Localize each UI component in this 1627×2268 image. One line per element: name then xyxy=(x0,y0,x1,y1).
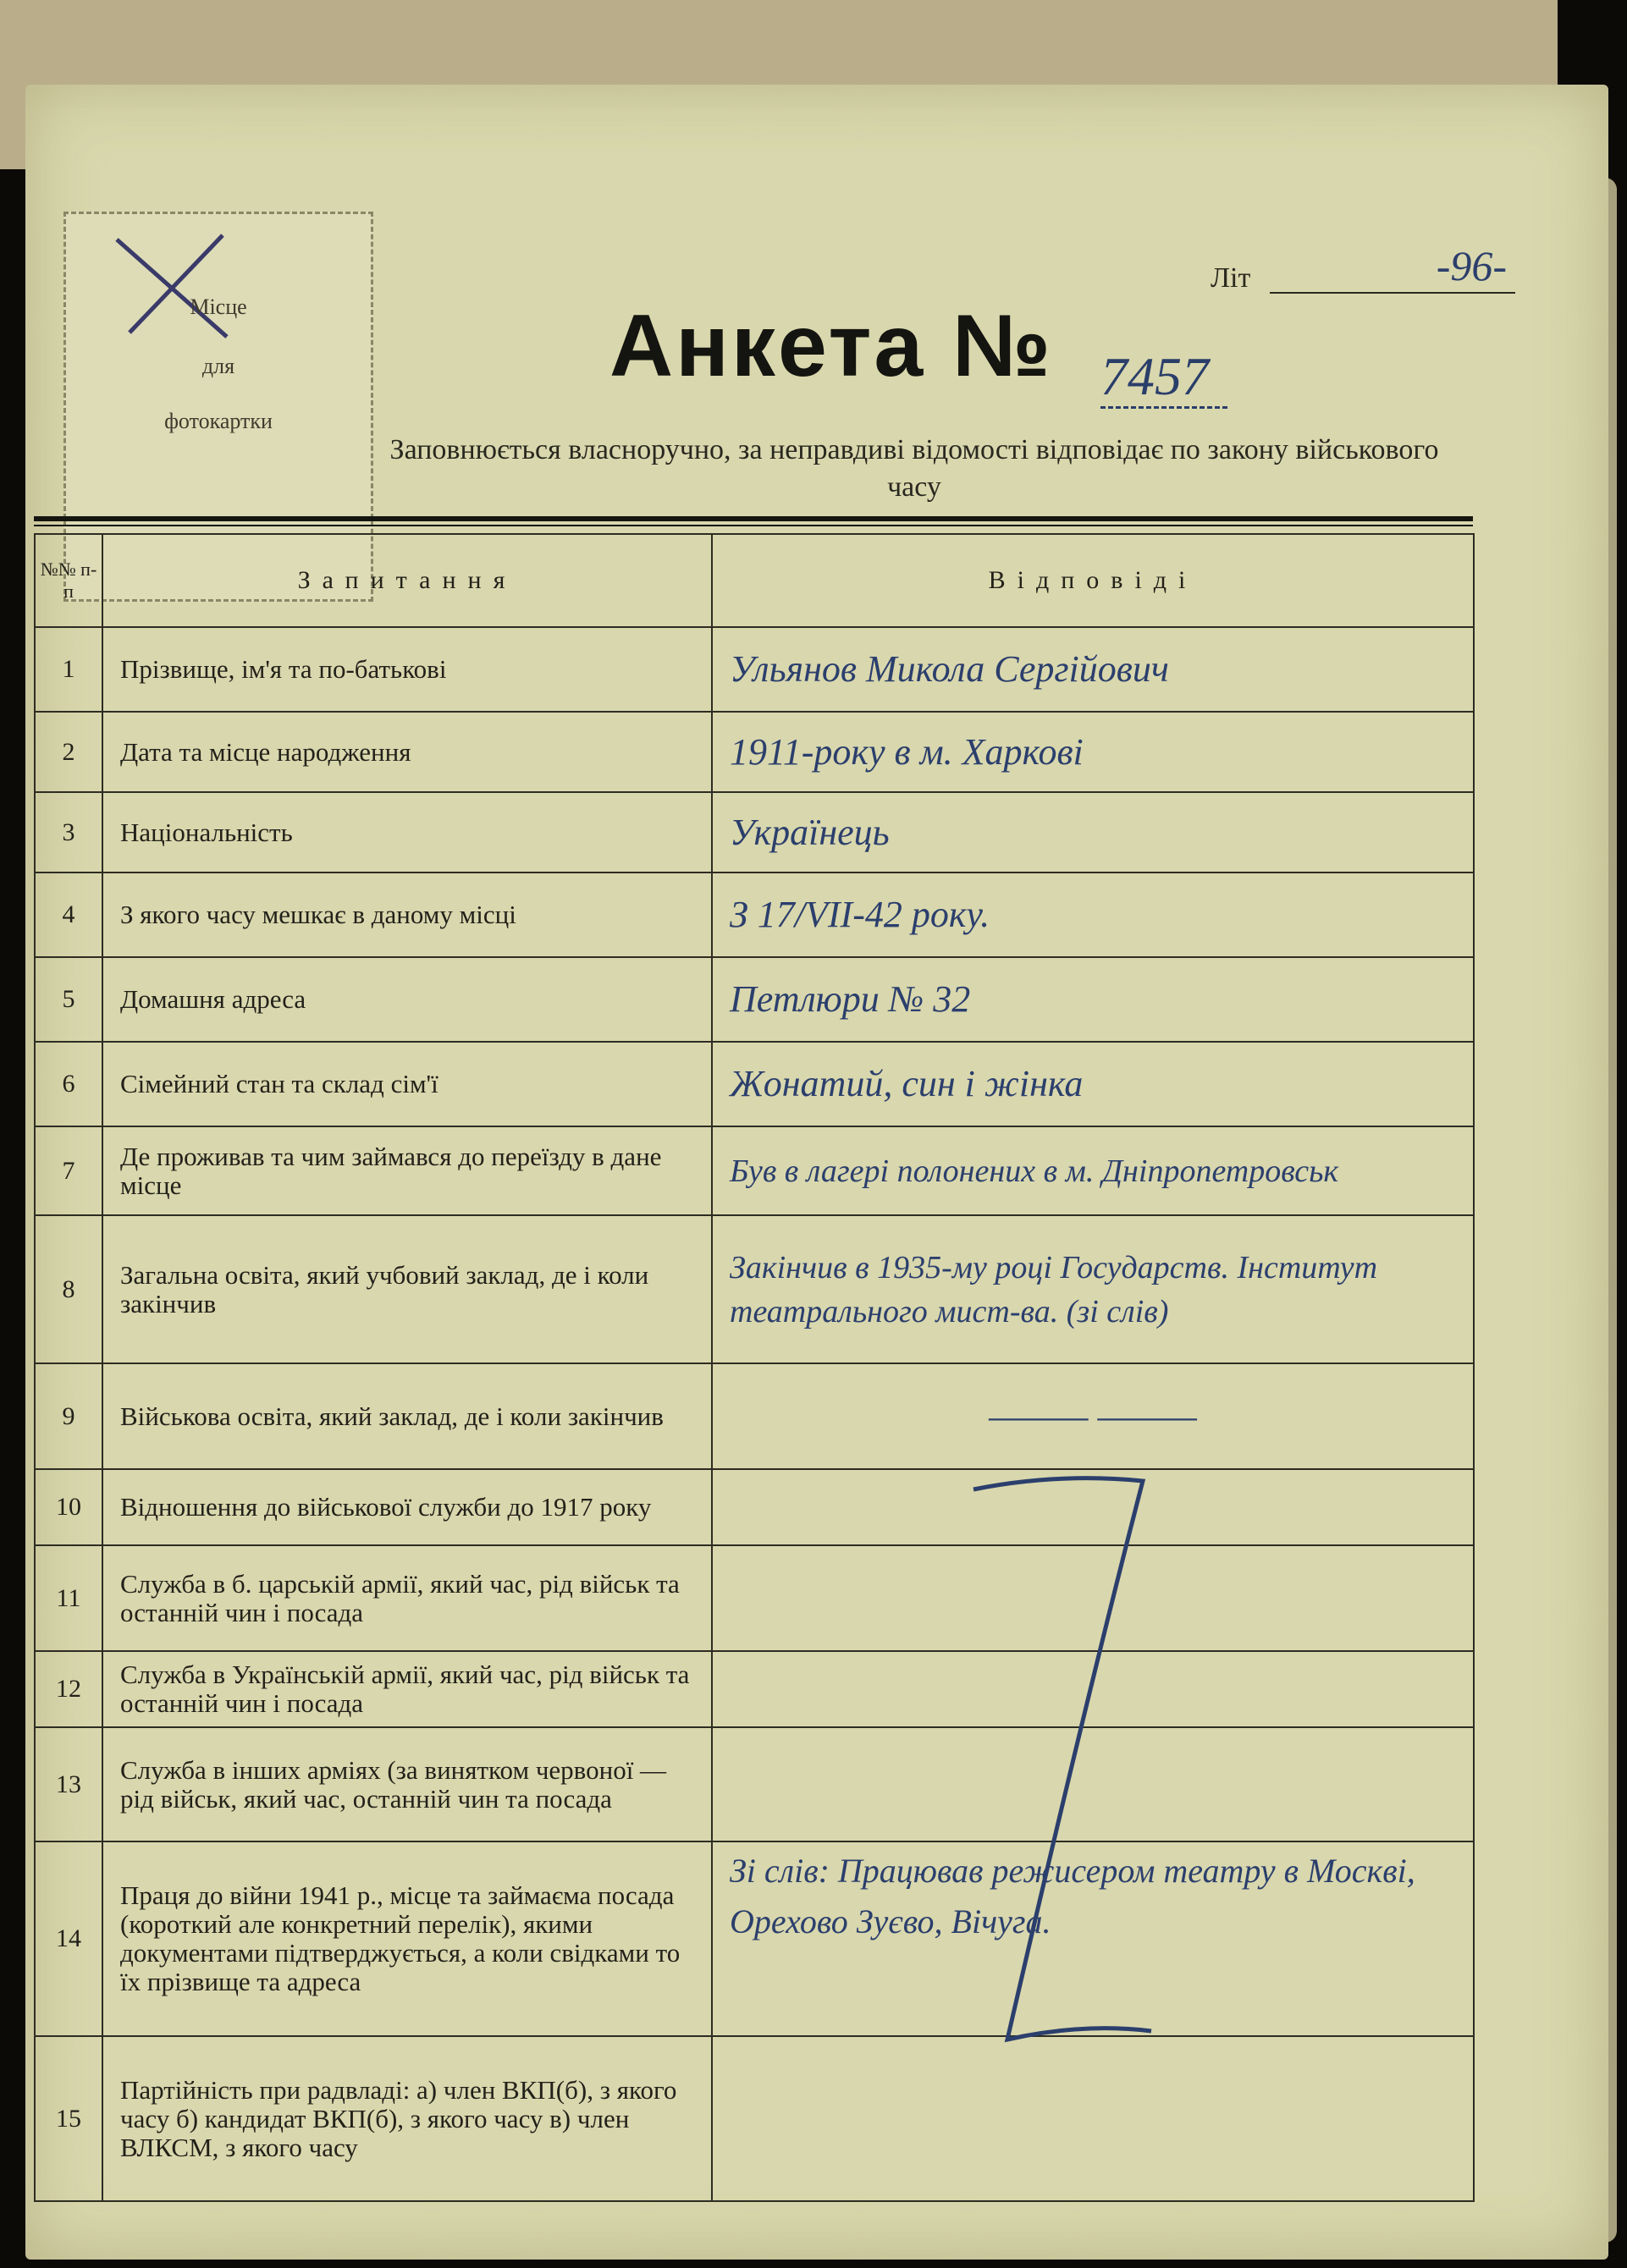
lit-value: -96- xyxy=(1270,241,1515,294)
row-num: 12 xyxy=(35,1651,102,1727)
row-answer: Ульянов Микола Сергійович xyxy=(712,627,1474,712)
row-question: Прізвище, ім'я та по-батькові xyxy=(102,627,712,712)
table-row xyxy=(35,1727,1474,1841)
row-question: Де проживав та чим займався до переїзду в дане місце xyxy=(102,1126,712,1215)
table-row xyxy=(35,1363,1474,1469)
row-num: 8 xyxy=(35,1215,102,1363)
row-num: 7 xyxy=(35,1126,102,1215)
row-question: Дата та місце народження xyxy=(102,712,712,792)
row-answer: Зі слів: Працював режисером театру в Москві, Орехово Зуєво, Вічуга. xyxy=(712,1841,1474,2036)
table-row xyxy=(35,957,1474,1042)
row-question: Служба в інших арміях (за винятком червоної — рід військ, який час, останній чин та посада xyxy=(102,1727,712,1841)
row-num: 5 xyxy=(35,957,102,1042)
table-row xyxy=(35,1469,1474,1545)
row-num: 3 xyxy=(35,792,102,873)
row-num: 14 xyxy=(35,1841,102,2036)
row-question: Служба в б. царській армії, який час, рід військ та останній чин і посада xyxy=(102,1545,712,1651)
table-row xyxy=(35,627,1474,712)
photo-label-2: для xyxy=(201,354,235,378)
row-question: Служба в Українській армії, який час, рід військ та останній чин і посада xyxy=(102,1651,712,1727)
cross-mark-icon xyxy=(108,231,235,341)
table-row xyxy=(35,1042,1474,1126)
row-question: Партійність при радвладі: а) член ВКП(б), з якого часу б) кандидат ВКП(б), з якого часу в) член ВЛКСМ, з якого часу xyxy=(102,2036,712,2201)
table-row xyxy=(35,873,1474,957)
photo-label-1: Місце xyxy=(190,295,247,319)
table-row xyxy=(35,792,1474,873)
row-question: Військова освіта, який заклад, де і коли закінчив xyxy=(102,1363,712,1469)
header-rule xyxy=(34,516,1473,521)
col-num-header: №№ п-п xyxy=(35,534,102,627)
photo-label-3: фотокартки xyxy=(164,409,273,433)
row-num: 15 xyxy=(35,2036,102,2201)
table-row xyxy=(35,1126,1474,1215)
table-row xyxy=(35,1215,1474,1363)
row-answer: Петлюри № 32 xyxy=(712,957,1474,1042)
row-question: Домашня адреса xyxy=(102,957,712,1042)
row-answer: Був в лагері полонених в м. Дніпропетровськ xyxy=(712,1126,1474,1215)
table-row xyxy=(35,1841,1474,2036)
row-question: Відношення до військової служби до 1917 року xyxy=(102,1469,712,1545)
questionnaire-table xyxy=(34,533,1475,2202)
row-answer: Жонатий, син і жінка xyxy=(712,1042,1474,1126)
col-question-header: Запитання xyxy=(102,534,712,627)
row-num: 11 xyxy=(35,1545,102,1651)
row-answer: Закінчив в 1935-му році Государств. Інститут театрального мист-ва. (зі слів) xyxy=(712,1215,1474,1363)
row-num: 13 xyxy=(35,1727,102,1841)
row-answer: Українець xyxy=(712,792,1474,873)
row-num: 6 xyxy=(35,1042,102,1126)
subtitle: Заповнюється власноручно, за неправдиві відомості відповідає по закону військового часу xyxy=(389,434,1439,503)
row-answer: ——— ——— xyxy=(712,1363,1474,1469)
row-answer: З 17/VII-42 року. xyxy=(712,873,1474,957)
row-num: 2 xyxy=(35,712,102,792)
lit-label: Літ xyxy=(1211,262,1251,294)
page-title: Анкета № xyxy=(609,297,1054,395)
col-answer-header: Відповіді xyxy=(712,534,1474,627)
row-answer: 1911-року в м. Харкові xyxy=(712,712,1474,792)
header-rule-thin xyxy=(34,525,1473,526)
row-num: 10 xyxy=(35,1469,102,1545)
row-question: Праця до війни 1941 р., місце та займаєма посада (короткий але конкретний перелік), якими документами підтверджується, а коли свідками то їх прізвище та адреса xyxy=(102,1841,712,2036)
row-question: Загальна освіта, який учбовий заклад, де і коли закінчив xyxy=(102,1215,712,1363)
table-row xyxy=(35,2036,1474,2201)
row-question: З якого часу мешкає в даному місці xyxy=(102,873,712,957)
row-num: 9 xyxy=(35,1363,102,1469)
questionnaire-number: 7457 xyxy=(1100,347,1227,409)
table-row xyxy=(35,1545,1474,1651)
row-question: Національність xyxy=(102,792,712,873)
table-row xyxy=(35,1651,1474,1727)
row-num: 4 xyxy=(35,873,102,957)
table-row xyxy=(35,712,1474,792)
row-question: Сімейний стан та склад сім'ї xyxy=(102,1042,712,1126)
row-num: 1 xyxy=(35,627,102,712)
blank-mark-z-icon xyxy=(957,1456,1160,2065)
table-header-row xyxy=(35,534,1474,627)
